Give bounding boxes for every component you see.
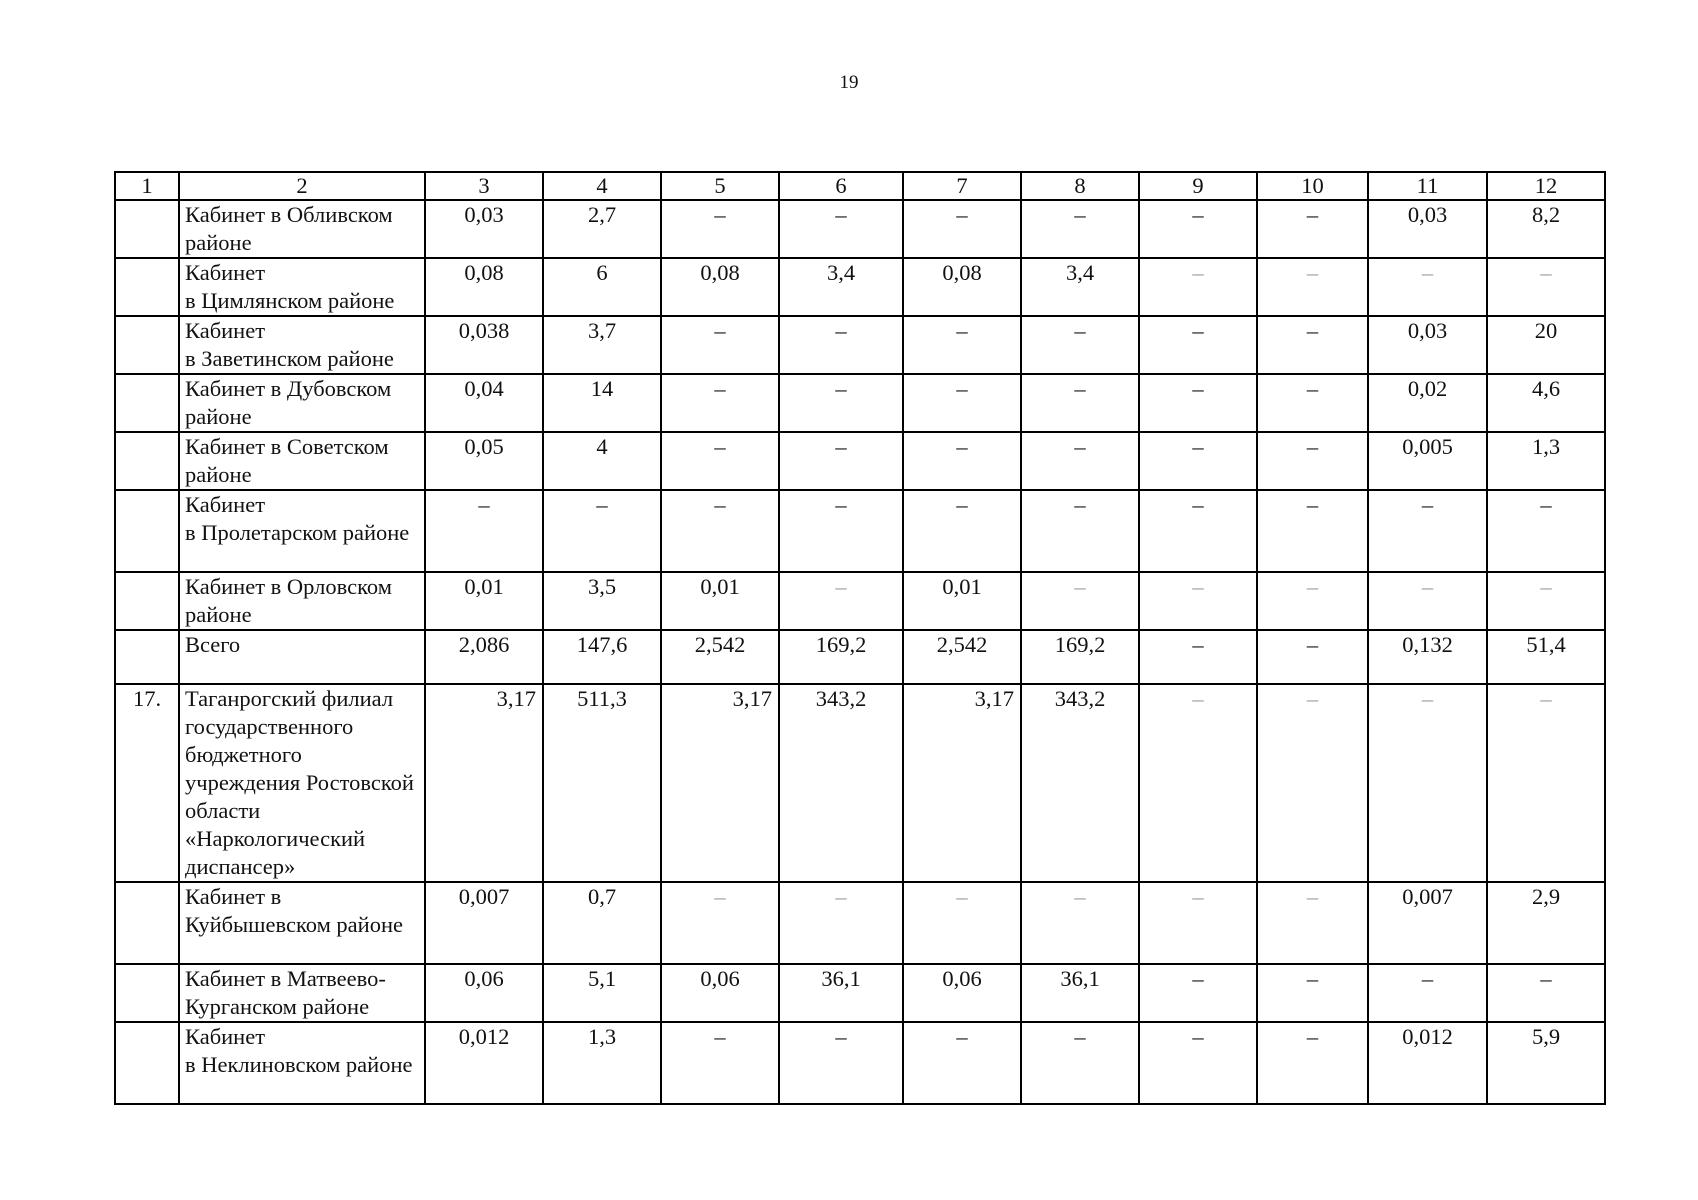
- value-cell: 3,4: [779, 258, 903, 316]
- value-cell: –: [1257, 1022, 1368, 1104]
- value-cell: –: [779, 1022, 903, 1104]
- column-header: 2: [179, 172, 425, 200]
- value-cell: 4: [543, 432, 661, 490]
- value-cell: 2,9: [1487, 882, 1605, 964]
- value-cell: –: [1487, 684, 1605, 882]
- value-cell: 3,4: [1021, 258, 1139, 316]
- value-cell: –: [1139, 200, 1257, 258]
- value-cell: 169,2: [779, 630, 903, 684]
- value-cell: 8,2: [1487, 200, 1605, 258]
- page-number: 19: [839, 72, 859, 93]
- value-cell: 0,08: [661, 258, 779, 316]
- table-row: [115, 684, 1605, 882]
- value-cell: 36,1: [779, 964, 903, 1022]
- value-cell: –: [1139, 316, 1257, 374]
- value-cell: 4,6: [1487, 374, 1605, 432]
- value-cell: –: [1257, 200, 1368, 258]
- row-number-cell: [115, 490, 179, 572]
- value-cell: –: [1257, 316, 1368, 374]
- value-cell: 0,007: [425, 882, 543, 964]
- column-header: 4: [543, 172, 661, 200]
- value-cell: –: [1257, 432, 1368, 490]
- value-cell: –: [1139, 882, 1257, 964]
- value-cell: –: [1139, 684, 1257, 882]
- value-cell: 0,08: [903, 258, 1021, 316]
- column-header: 9: [1139, 172, 1257, 200]
- value-cell: –: [661, 1022, 779, 1104]
- value-cell: –: [1021, 200, 1139, 258]
- row-number-cell: [115, 200, 179, 258]
- row-number-cell: [115, 572, 179, 630]
- column-header: 1: [115, 172, 179, 200]
- row-name-cell: Кабинет в Орловском районе: [179, 572, 425, 630]
- value-cell: 2,086: [425, 630, 543, 684]
- value-cell: 3,5: [543, 572, 661, 630]
- value-cell: –: [1257, 630, 1368, 684]
- value-cell: 0,03: [1368, 200, 1487, 258]
- value-cell: 0,08: [425, 258, 543, 316]
- value-cell: 5,9: [1487, 1022, 1605, 1104]
- value-cell: 0,04: [425, 374, 543, 432]
- value-cell: –: [1139, 258, 1257, 316]
- row-name-cell: Кабинет в Советском районе: [179, 432, 425, 490]
- row-name-cell: Кабинет в Неклиновском районе: [179, 1022, 425, 1104]
- value-cell: 0,06: [903, 964, 1021, 1022]
- value-cell: –: [1368, 572, 1487, 630]
- value-cell: 2,542: [661, 630, 779, 684]
- row-name-cell: Кабинет в Дубовском районе: [179, 374, 425, 432]
- value-cell: –: [903, 316, 1021, 374]
- value-cell: 3,17: [425, 684, 543, 882]
- value-cell: –: [903, 490, 1021, 572]
- value-cell: –: [1257, 258, 1368, 316]
- value-cell: 0,012: [1368, 1022, 1487, 1104]
- value-cell: –: [1368, 490, 1487, 572]
- row-number-cell: [115, 964, 179, 1022]
- value-cell: 511,3: [543, 684, 661, 882]
- value-cell: 0,01: [661, 572, 779, 630]
- row-number-cell: [115, 316, 179, 374]
- table-row: [115, 490, 1605, 572]
- value-cell: –: [903, 374, 1021, 432]
- value-cell: –: [1257, 964, 1368, 1022]
- value-cell: –: [1021, 1022, 1139, 1104]
- value-cell: –: [1021, 316, 1139, 374]
- table-row: [115, 200, 1605, 258]
- value-cell: –: [661, 374, 779, 432]
- value-cell: –: [1257, 684, 1368, 882]
- data-table: [114, 171, 1606, 1105]
- value-cell: –: [1021, 490, 1139, 572]
- row-number-cell: [115, 374, 179, 432]
- value-cell: –: [1139, 964, 1257, 1022]
- value-cell: –: [1487, 964, 1605, 1022]
- value-cell: –: [1021, 432, 1139, 490]
- table-row: [115, 316, 1605, 374]
- table-row: [115, 374, 1605, 432]
- value-cell: –: [1257, 490, 1368, 572]
- value-cell: –: [779, 882, 903, 964]
- value-cell: –: [1139, 374, 1257, 432]
- row-number-cell: 17.: [115, 684, 179, 882]
- column-header: 3: [425, 172, 543, 200]
- value-cell: –: [779, 572, 903, 630]
- value-cell: –: [903, 432, 1021, 490]
- value-cell: 0,03: [425, 200, 543, 258]
- row-number-cell: [115, 432, 179, 490]
- value-cell: 51,4: [1487, 630, 1605, 684]
- value-cell: –: [661, 882, 779, 964]
- row-number-cell: [115, 258, 179, 316]
- value-cell: –: [661, 490, 779, 572]
- row-name-cell: Всего: [179, 630, 425, 684]
- value-cell: –: [903, 1022, 1021, 1104]
- value-cell: –: [903, 882, 1021, 964]
- value-cell: 0,01: [903, 572, 1021, 630]
- row-number-cell: [115, 630, 179, 684]
- value-cell: 36,1: [1021, 964, 1139, 1022]
- value-cell: 3,7: [543, 316, 661, 374]
- row-name-cell: Кабинет в Цимлянском районе: [179, 258, 425, 316]
- value-cell: –: [661, 200, 779, 258]
- value-cell: 2,7: [543, 200, 661, 258]
- value-cell: –: [1487, 572, 1605, 630]
- table-row: [115, 882, 1605, 964]
- column-header: 5: [661, 172, 779, 200]
- table-row: [115, 1022, 1605, 1104]
- value-cell: –: [661, 432, 779, 490]
- column-header: 6: [779, 172, 903, 200]
- value-cell: –: [1021, 882, 1139, 964]
- value-cell: –: [661, 316, 779, 374]
- value-cell: –: [903, 200, 1021, 258]
- table-row: [115, 630, 1605, 684]
- value-cell: 20: [1487, 316, 1605, 374]
- table-row: [115, 432, 1605, 490]
- value-cell: –: [1487, 490, 1605, 572]
- value-cell: 6: [543, 258, 661, 316]
- column-header: 7: [903, 172, 1021, 200]
- value-cell: 0,03: [1368, 316, 1487, 374]
- value-cell: –: [1257, 882, 1368, 964]
- value-cell: 5,1: [543, 964, 661, 1022]
- value-cell: –: [1139, 490, 1257, 572]
- value-cell: –: [1368, 684, 1487, 882]
- row-name-cell: Таганрогский филиал государственного бюджетного учреждения Ростовской области «Наркологический диспансер»: [179, 684, 425, 882]
- value-cell: 1,3: [543, 1022, 661, 1104]
- value-cell: –: [1139, 1022, 1257, 1104]
- row-number-cell: [115, 1022, 179, 1104]
- value-cell: –: [1139, 572, 1257, 630]
- column-header: 8: [1021, 172, 1139, 200]
- table-header-row: [115, 172, 1605, 200]
- value-cell: 147,6: [543, 630, 661, 684]
- row-number-cell: [115, 882, 179, 964]
- value-cell: –: [779, 490, 903, 572]
- row-name-cell: Кабинет в Куйбышевском районе: [179, 882, 425, 964]
- value-cell: 1,3: [1487, 432, 1605, 490]
- value-cell: 0,05: [425, 432, 543, 490]
- value-cell: –: [779, 316, 903, 374]
- value-cell: –: [1257, 374, 1368, 432]
- value-cell: 0,01: [425, 572, 543, 630]
- value-cell: –: [1487, 258, 1605, 316]
- value-cell: –: [1368, 964, 1487, 1022]
- value-cell: –: [1021, 374, 1139, 432]
- value-cell: 0,02: [1368, 374, 1487, 432]
- value-cell: –: [1021, 572, 1139, 630]
- value-cell: 3,17: [661, 684, 779, 882]
- column-header: 10: [1257, 172, 1368, 200]
- value-cell: 0,005: [1368, 432, 1487, 490]
- value-cell: 169,2: [1021, 630, 1139, 684]
- value-cell: –: [779, 374, 903, 432]
- value-cell: –: [543, 490, 661, 572]
- table-row: [115, 964, 1605, 1022]
- row-name-cell: Кабинет в Пролетарском районе: [179, 490, 425, 572]
- value-cell: 343,2: [779, 684, 903, 882]
- column-header: 11: [1368, 172, 1487, 200]
- value-cell: 343,2: [1021, 684, 1139, 882]
- value-cell: 0,038: [425, 316, 543, 374]
- value-cell: 0,012: [425, 1022, 543, 1104]
- value-cell: –: [1139, 432, 1257, 490]
- value-cell: –: [779, 432, 903, 490]
- table-row: [115, 572, 1605, 630]
- value-cell: –: [1257, 572, 1368, 630]
- value-cell: 0,132: [1368, 630, 1487, 684]
- value-cell: –: [1139, 630, 1257, 684]
- value-cell: 0,06: [425, 964, 543, 1022]
- row-name-cell: Кабинет в Заветинском районе: [179, 316, 425, 374]
- row-name-cell: Кабинет в Обливском районе: [179, 200, 425, 258]
- column-header: 12: [1487, 172, 1605, 200]
- value-cell: 14: [543, 374, 661, 432]
- value-cell: –: [1368, 258, 1487, 316]
- value-cell: 0,007: [1368, 882, 1487, 964]
- row-name-cell: Кабинет в Матвеево-Курганском районе: [179, 964, 425, 1022]
- table-row: [115, 258, 1605, 316]
- value-cell: 0,06: [661, 964, 779, 1022]
- value-cell: 3,17: [903, 684, 1021, 882]
- value-cell: –: [779, 200, 903, 258]
- value-cell: 2,542: [903, 630, 1021, 684]
- value-cell: –: [425, 490, 543, 572]
- value-cell: 0,7: [543, 882, 661, 964]
